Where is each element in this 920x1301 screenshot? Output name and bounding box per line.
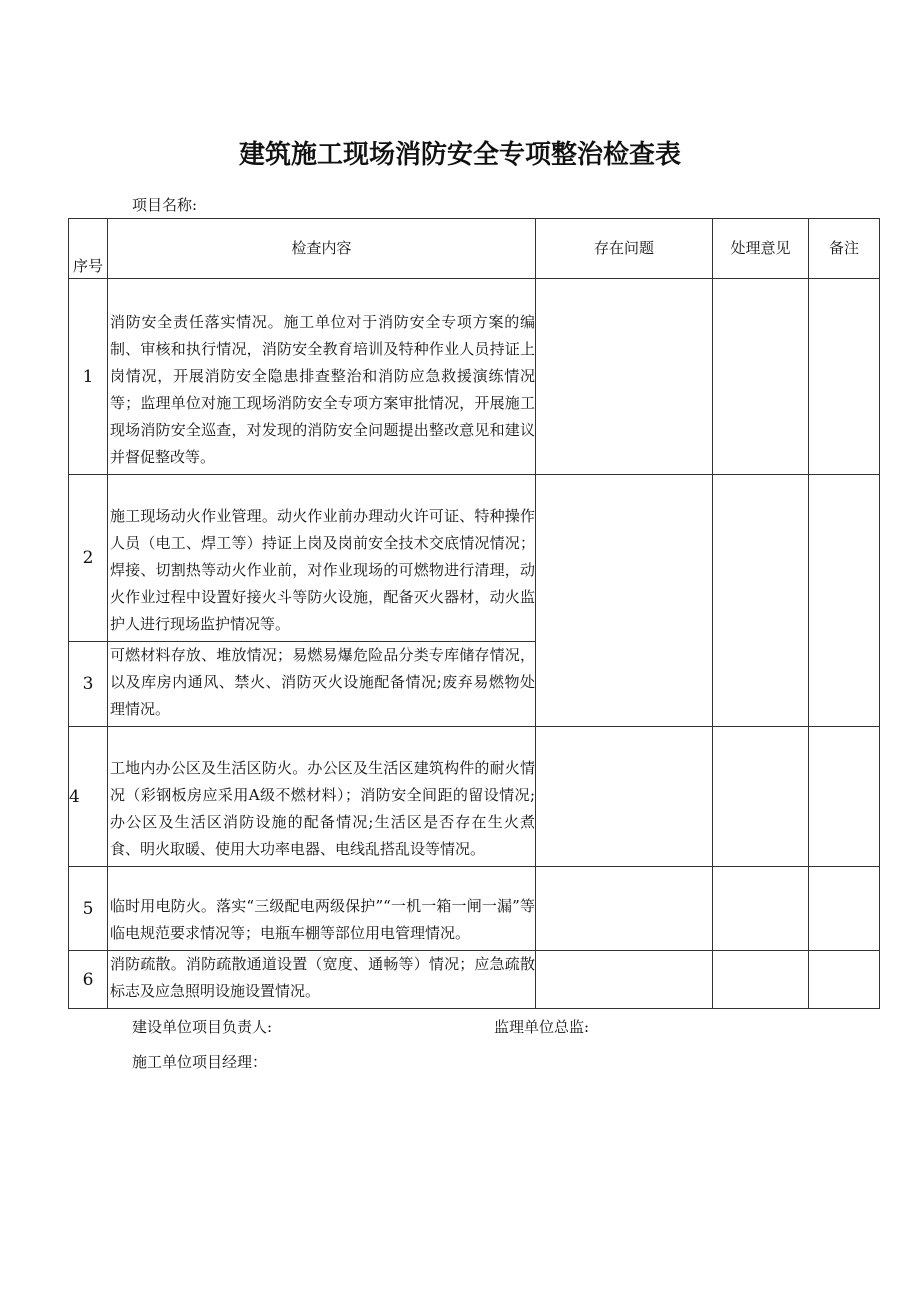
opinion-cell[interactable] xyxy=(713,727,809,867)
issues-cell[interactable] xyxy=(536,867,713,951)
issues-cell[interactable] xyxy=(536,475,713,727)
header-issues: 存在问题 xyxy=(536,219,713,279)
opinion-cell[interactable] xyxy=(713,951,809,1009)
row-content: 施工现场动火作业管理。动火作业前办理动火许可证、特种操作人员（电工、焊工等）持证上岗及岗前安全技术交底情况情况；焊接、切割热等动火作业前，对作业现场的可燃物进行清理，动火作业过程中设置好接火斗等防火设施，配备灭火器材，动火监护人进行现场监护情况等。 xyxy=(108,475,536,642)
header-seq: 序号 xyxy=(69,219,108,279)
opinion-cell[interactable] xyxy=(713,867,809,951)
table-row xyxy=(69,279,880,475)
header-remarks: 备注 xyxy=(809,219,880,279)
header-opinion: 处理意见 xyxy=(713,219,809,279)
issues-cell[interactable] xyxy=(536,279,713,475)
row-seq: 3 xyxy=(69,642,108,727)
remarks-cell[interactable] xyxy=(809,951,880,1009)
row-seq: 4 xyxy=(69,727,108,867)
contractor-signature-label: 施工单位项目经理： xyxy=(132,1053,268,1071)
construction-unit-signature-label: 建设单位项目负责人: xyxy=(132,1018,273,1036)
row-content: 可燃材料存放、堆放情况；易燃易爆危险品分类专库储存情况，以及库房内通风、禁火、消防灭火设施配备情况;废弃易燃物处理情况。 xyxy=(108,642,536,727)
supervisor-signature-label: 监理单位总监: xyxy=(494,1018,590,1036)
row-content: 临时用电防火。落实“三级配电两级保护”“一机一箱一闸一漏”等临电规范要求情况等；电瓶车棚等部位用电管理情况。 xyxy=(108,867,536,951)
remarks-cell[interactable] xyxy=(809,867,880,951)
row-seq: 6 xyxy=(69,951,108,1009)
row-content: 工地内办公区及生活区防火。办公区及生活区建筑构件的耐火情况（彩钢板房应采用A级不燃材料）；消防安全间距的留设情况;办公区及生活区消防设施的配备情况;生活区是否存在生火煮食、明火取暖、使用大功率电器、电线乱搭乱设等情况。 xyxy=(108,727,536,867)
remarks-cell[interactable] xyxy=(809,475,880,727)
row-seq: 1 xyxy=(69,279,108,475)
remarks-cell[interactable] xyxy=(809,727,880,867)
table-header-row xyxy=(69,219,880,279)
table-row xyxy=(69,951,880,1009)
project-name-label: 项目名称: xyxy=(132,196,198,214)
issues-cell[interactable] xyxy=(536,727,713,867)
table-row xyxy=(69,727,880,867)
page-title: 建筑施工现场消防安全专项整治检查表 xyxy=(238,140,681,170)
row-content: 消防疏散。消防疏散通道设置（宽度、通畅等）情况；应急疏散标志及应急照明设施设置情况。 xyxy=(108,951,536,1009)
remarks-cell[interactable] xyxy=(809,279,880,475)
opinion-cell[interactable] xyxy=(713,475,809,727)
row-seq: 2 xyxy=(69,475,108,642)
issues-cell[interactable] xyxy=(536,951,713,1009)
header-content: 检查内容 xyxy=(108,219,536,279)
table-row xyxy=(69,867,880,951)
row-seq: 5 xyxy=(69,867,108,951)
row-content: 消防安全责任落实情况。施工单位对于消防安全专项方案的编制、审核和执行情况，消防安全教育培训及特种作业人员持证上岗情况，开展消防安全隐患排查整治和消防应急救援演练情况等；监理单位对施工现场消防安全专项方案审批情况，开展施工现场消防安全巡查，对发现的消防安全问题提出整改意见和建议并督促整改等。 xyxy=(108,279,536,475)
opinion-cell[interactable] xyxy=(713,279,809,475)
inspection-table xyxy=(68,218,880,1009)
table-row xyxy=(69,475,880,642)
